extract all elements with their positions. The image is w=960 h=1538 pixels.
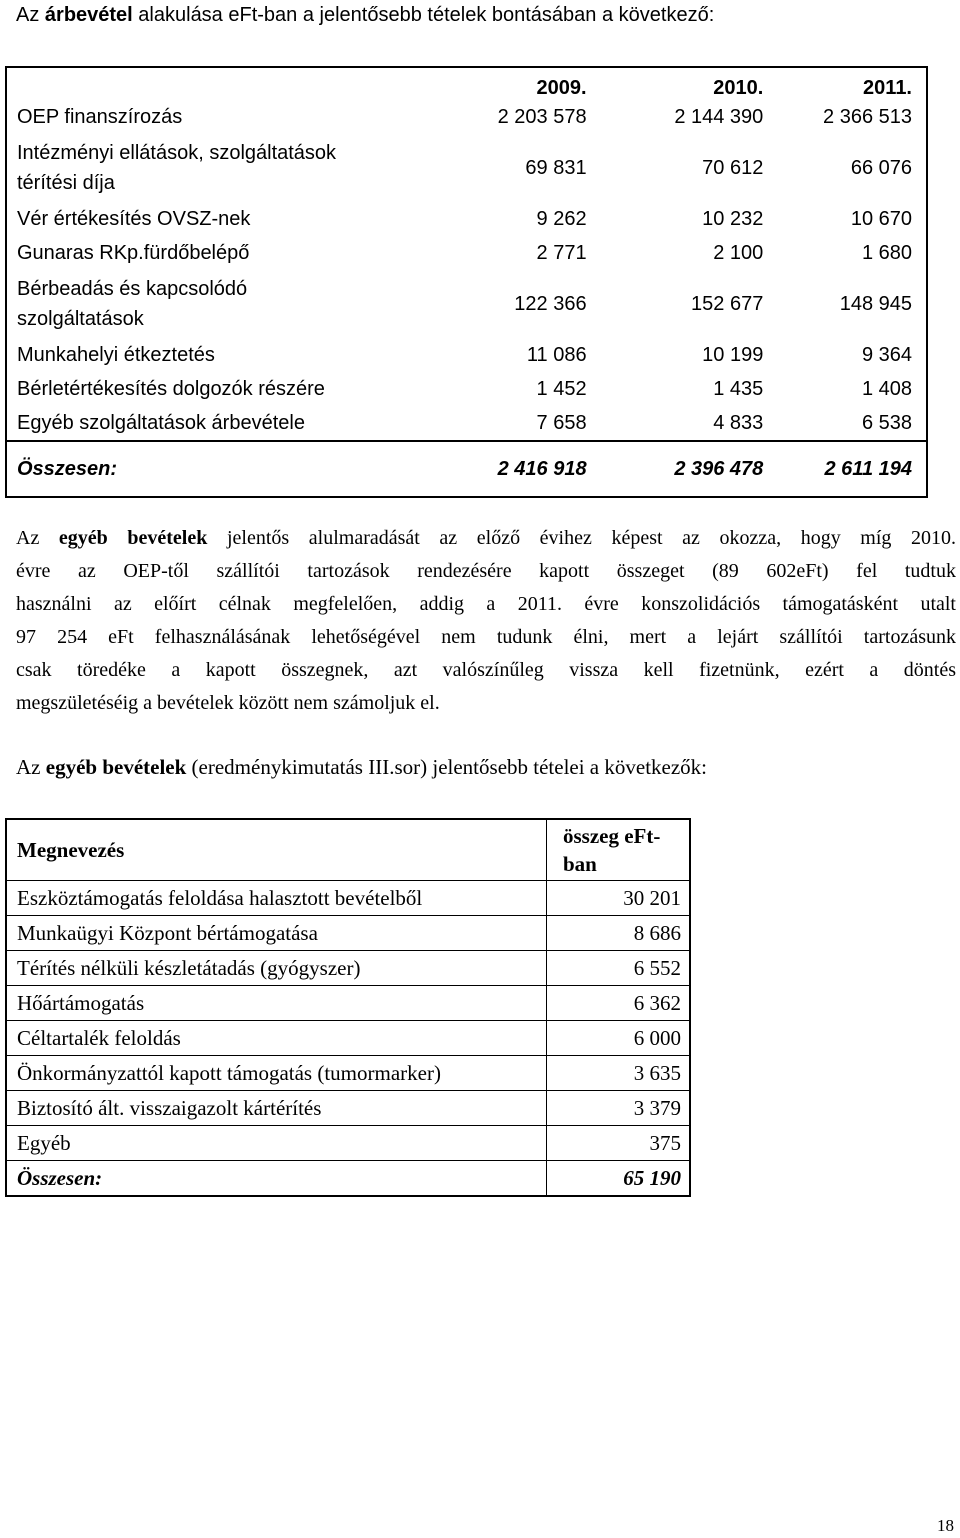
item-name: Eszköztámogatás feloldása halasztott bevételből [6,881,547,916]
paragraph-line: évre az OEP-től szállítói tartozások rendezésére kapott összeget (89 602eFt) fel tudtuk [16,560,956,582]
row-label: OEP finanszírozás [17,105,183,128]
item-name: Önkormányzattól kapott támogatás (tumormarker) [6,1056,547,1091]
other-income-table [5,818,691,1197]
table-row [6,100,927,134]
table-row [6,338,927,372]
intro-sentence [16,4,714,27]
year-2010-header: 2010. [713,77,764,99]
row-label-line2: térítési díja [17,172,115,194]
value-2011: 2 366 513 [823,105,912,128]
row-label: Vér értékesítés OVSZ-nek [17,207,251,230]
total-amount: 65 190 [547,1161,691,1197]
table-row [6,881,690,916]
item-name: Egyéb [6,1126,547,1161]
value-2011: 6 538 [861,411,912,434]
total-label: Összesen: [6,1161,547,1197]
table-row [6,406,927,441]
heading-text: (eredménykimutatás III.sor) jelentősebb tételei a következők: [186,755,708,779]
explanation-paragraph [16,522,956,720]
row-label-line1: Intézményi ellátások, szolgáltatások [17,142,337,164]
item-name: Céltartalék feloldás [6,1021,547,1056]
item-name: Biztosító ált. visszaigazolt kártérítés [6,1091,547,1126]
value-2009: 9 262 [536,207,587,230]
paragraph-text: jelentős alulmaradását az előző évihez képest az okozza, hogy míg 2010. [207,527,956,549]
row-label-line1: Bérbeadás és kapcsolódó [17,278,248,300]
value-2010: 152 677 [691,293,764,315]
page-number: 18 [937,1516,954,1535]
total-row [6,1161,690,1197]
header-amount [547,819,691,881]
value-2009: 69 831 [525,157,587,179]
intro-text-pre: Az [16,4,45,26]
revenue-table-header [6,67,927,100]
row-label [6,270,415,338]
other-income-heading [16,755,707,780]
header-name: Megnevezés [6,819,547,881]
row-label: Bérletértékesítés dolgozók részére [17,377,325,400]
value-2009: 2 771 [536,241,587,264]
item-amount: 6 362 [547,986,691,1021]
heading-text: Az [16,755,46,779]
total-label: Összesen: [6,441,415,497]
paragraph-line: megszületéséig a bevételek között nem számoljuk el. [16,692,440,714]
intro-text-post: alakulása eFt-ban a jelentősebb tételek bontásában a következő: [132,4,715,26]
paragraph-line [16,522,956,555]
item-name: Hőártámogatás [6,986,547,1021]
item-amount: 3 635 [547,1056,691,1091]
item-amount: 8 686 [547,916,691,951]
total-2010: 2 396 478 [601,441,778,497]
header-amount-line1: összeg eFt- [563,824,661,848]
other-income-header [6,819,690,881]
paragraph-bold-text: egyéb bevételek [58,527,208,549]
table-row [6,202,927,236]
table-row [6,270,927,338]
table-row [6,134,927,202]
value-2009: 122 366 [514,293,587,315]
table-row [6,1126,690,1161]
revenue-table [5,66,928,498]
year-2009-header: 2009. [536,77,587,99]
value-2011: 148 945 [839,293,912,315]
paragraph-line: 97 254 eFt felhasználásának lehetőségével nem tudunk élni, mert a lejárt szállítói tartozásunk [16,626,956,648]
value-2010: 1 435 [713,377,764,400]
item-name: Térítés nélküli készletátadás (gyógyszer) [6,951,547,986]
value-2011: 10 670 [850,207,912,230]
item-amount: 6 552 [547,951,691,986]
table-row [6,916,690,951]
value-2010: 4 833 [713,411,764,434]
value-2009: 11 086 [526,343,587,366]
item-amount: 30 201 [547,881,691,916]
table-row [6,372,927,406]
item-amount: 375 [547,1126,691,1161]
table-row [6,1056,690,1091]
header-amount-line2: ban [563,852,597,876]
value-2011: 9 364 [861,343,912,366]
value-2010: 70 612 [702,157,764,179]
value-2009: 1 452 [536,377,587,400]
total-2009: 2 416 918 [415,441,601,497]
table-row [6,986,690,1021]
year-2011-header: 2011. [863,77,912,99]
intro-text-bold: árbevétel [44,4,133,26]
header-blank [6,67,415,100]
heading-bold-text: egyéb bevételek [45,755,187,779]
item-amount: 3 379 [547,1091,691,1126]
row-label [6,134,415,202]
value-2009: 2 203 578 [497,105,587,128]
item-amount: 6 000 [547,1021,691,1056]
paragraph-line: használni az előírt célnak megfelelően, addig a 2011. évre konszolidációs támogatásként utalt [16,593,956,615]
row-label: Gunaras RKp.fürdőbelépő [17,241,250,264]
value-2010: 10 232 [702,207,764,230]
value-2009: 7 658 [536,411,587,434]
value-2010: 10 199 [702,343,764,366]
row-label-line2: szolgáltatások [17,308,144,330]
total-2011: 2 611 194 [777,441,927,497]
value-2010: 2 144 390 [674,105,764,128]
row-label: Egyéb szolgáltatások árbevétele [17,411,305,434]
paragraph-text: Az [16,527,59,549]
paragraph-line: csak töredéke a kapott összegnek, azt valószínűleg vissza kell fizetnünk, ezért a döntés [16,659,956,681]
table-row [6,1091,690,1126]
table-row [6,236,927,270]
table-row [6,951,690,986]
item-name: Munkaügyi Központ bértámogatása [6,916,547,951]
row-label: Munkahelyi étkeztetés [17,343,215,366]
value-2011: 1 680 [861,241,912,264]
table-row [6,1021,690,1056]
value-2011: 1 408 [861,377,912,400]
value-2010: 2 100 [713,241,764,264]
value-2011: 66 076 [850,157,912,179]
total-row [6,441,927,497]
